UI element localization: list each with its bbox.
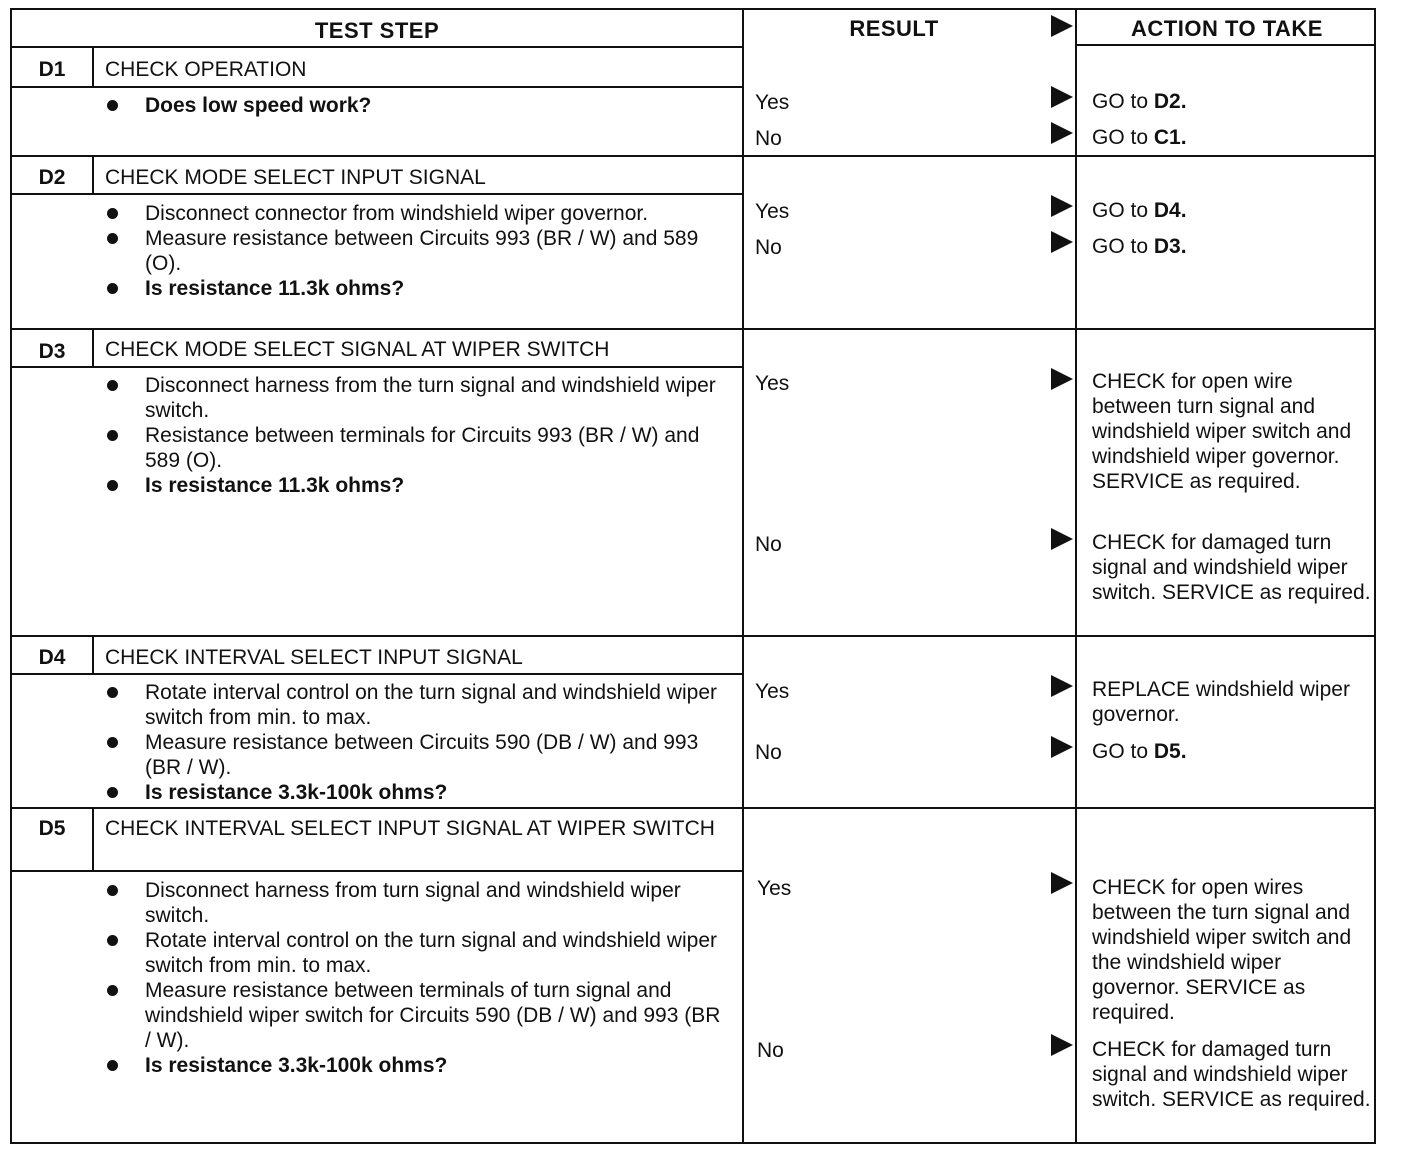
header-bottom-rule-right (1075, 44, 1375, 46)
result-arrow-icon (1051, 122, 1073, 144)
id-divider (92, 155, 94, 193)
bullet-item: Disconnect harness from the turn signal and windshield wiper switch. (107, 373, 717, 423)
bullet-item: Measure resistance between terminals of turn signal and windshield wiper switch for Circuits 590 (DB / W) and 993 (BR / W). (107, 978, 732, 1053)
bullet-icon (107, 787, 118, 798)
bullet-item: Resistance between terminals for Circuits 993 (BR / W) and 589 (O). (107, 423, 717, 473)
bullet-icon (107, 233, 118, 244)
title-rule (12, 366, 742, 368)
result-arrow-icon (1051, 872, 1073, 894)
step-title: CHECK INTERVAL SELECT INPUT SIGNAL AT WIPER SWITCH (105, 817, 715, 840)
title-rule (12, 870, 742, 872)
step-bullets (107, 373, 717, 498)
title-rule (12, 673, 742, 675)
result-no: No (755, 533, 782, 556)
result-arrow-icon (1051, 368, 1073, 390)
result-yes: Yes (755, 372, 790, 395)
step-id: D1 (38, 58, 66, 81)
action-text: GO to D3. (1092, 235, 1187, 258)
result-no: No (755, 741, 782, 764)
step-id: D4 (38, 646, 66, 669)
header-arrow-icon (1051, 15, 1073, 37)
id-divider (92, 635, 94, 673)
bullet-item: Measure resistance between Circuits 993 (BR / W) and 589 (O). (107, 226, 717, 276)
bullet-icon (107, 430, 118, 441)
bullet-icon (107, 283, 118, 294)
bullet-item: Rotate interval control on the turn signal and windshield wiper switch from min. to max. (107, 928, 732, 978)
result-arrow-icon (1051, 1034, 1073, 1056)
header-test-step: TEST STEP (314, 18, 440, 43)
bullet-item: Disconnect connector from windshield wiper governor. (107, 201, 717, 226)
row-rule (12, 635, 1376, 637)
result-no: No (757, 1039, 784, 1062)
step-title: CHECK INTERVAL SELECT INPUT SIGNAL (105, 646, 523, 669)
row-rule (12, 807, 1376, 809)
title-rule (12, 86, 742, 88)
step-bullets (107, 201, 717, 301)
result-yes: Yes (755, 200, 790, 223)
row-rule (12, 155, 1376, 157)
bullet-icon (107, 687, 118, 698)
result-arrow-icon (1051, 675, 1073, 697)
step-bullets (107, 878, 732, 1078)
header-bottom-rule (12, 46, 742, 48)
bullet-item: Is resistance 11.3k ohms? (107, 276, 717, 301)
action-text: CHECK for damaged turn signal and windshield wiper switch. SERVICE as required. (1092, 531, 1371, 604)
step-id: D3 (38, 340, 66, 363)
bullet-icon (107, 935, 118, 946)
step-title: CHECK MODE SELECT SIGNAL AT WIPER SWITCH (105, 338, 610, 361)
bullet-item: Rotate interval control on the turn signal and windshield wiper switch from min. to max. (107, 680, 717, 730)
bullet-icon (107, 100, 118, 111)
header-action: ACTION TO TAKE (1131, 16, 1323, 41)
result-yes: Yes (757, 877, 792, 900)
action-text: GO to C1. (1092, 126, 1187, 149)
bullet-item: Is resistance 3.3k-100k ohms? (107, 780, 717, 805)
bullet-icon (107, 985, 118, 996)
header-result: RESULT (849, 16, 939, 41)
bullet-icon (107, 1060, 118, 1071)
result-no: No (755, 236, 782, 259)
bullet-icon (107, 885, 118, 896)
result-no: No (755, 127, 782, 150)
step-id: D5 (38, 817, 66, 840)
action-text: GO to D5. (1092, 740, 1187, 763)
action-text: GO to D2. (1092, 90, 1187, 113)
step-id: D2 (38, 166, 66, 189)
id-divider (92, 46, 94, 86)
bullet-icon (107, 380, 118, 391)
id-divider (92, 328, 94, 366)
divider-result-column (742, 10, 744, 1142)
row-rule (12, 328, 1376, 330)
result-arrow-icon (1051, 86, 1073, 108)
step-title: CHECK OPERATION (105, 58, 307, 81)
action-text: REPLACE windshield wiper governor. (1092, 678, 1350, 726)
action-text: CHECK for damaged turn signal and windshield wiper switch. SERVICE as required. (1092, 1038, 1371, 1111)
bullet-item: Measure resistance between Circuits 590 (DB / W) and 993 (BR / W). (107, 730, 717, 780)
action-text: GO to D4. (1092, 199, 1187, 222)
result-yes: Yes (755, 91, 790, 114)
id-divider (92, 807, 94, 870)
bullet-item: Disconnect harness from turn signal and windshield wiper switch. (107, 878, 732, 928)
bullet-icon (107, 737, 118, 748)
step-title: CHECK MODE SELECT INPUT SIGNAL (105, 166, 486, 189)
bullet-item: Is resistance 11.3k ohms? (107, 473, 717, 498)
diagnostic-table (10, 8, 1376, 1144)
title-rule (12, 193, 742, 195)
bullet-item: Does low speed work? (107, 93, 727, 118)
bullet-icon (107, 480, 118, 491)
step-bullets (107, 680, 717, 805)
action-text: CHECK for open wire between turn signal and windshield wiper switch and windshield wiper governor. SERVICE as required. (1092, 370, 1352, 493)
result-arrow-icon (1051, 231, 1073, 253)
result-arrow-icon (1051, 736, 1073, 758)
action-text: CHECK for open wires between the turn signal and windshield wiper switch and the windshield wiper governor. SERVICE as required. (1092, 876, 1352, 1024)
result-yes: Yes (755, 680, 790, 703)
divider-action-column (1075, 10, 1077, 1142)
bullet-icon (107, 208, 118, 219)
result-arrow-icon (1051, 528, 1073, 550)
bullet-item: Is resistance 3.3k-100k ohms? (107, 1053, 732, 1078)
step-bullets (107, 93, 727, 118)
result-arrow-icon (1051, 195, 1073, 217)
